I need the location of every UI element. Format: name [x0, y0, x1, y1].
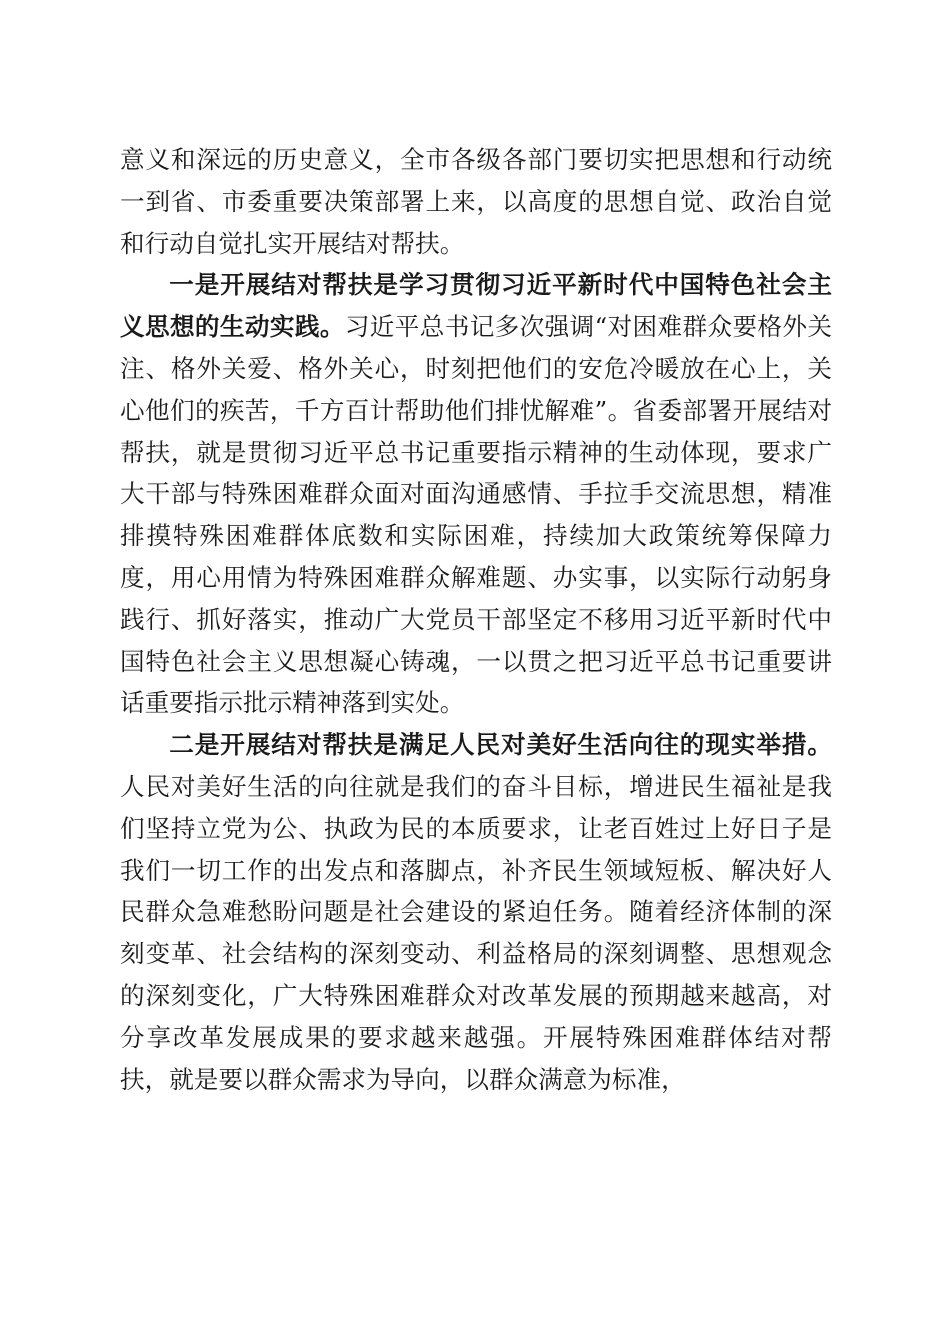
body-text	[120, 139, 832, 1100]
paragraph-continuation	[120, 139, 832, 264]
paragraph-3-lead: 二是开展结对帮扶是满足人民对美好生活向往的现实举措。	[169, 730, 832, 760]
paragraph-2-text: 习近平总书记多次强调“对困难群众要格外关注、格外关爱、格外关心，时刻把他们的安危冷暖放在心上，关心他们的疾苦，千方百计帮助他们排忧解难”。省委部署开展结对帮扶，就是贯彻习近平总书记重要指示精神的生动体现，要求广大干部与特殊困难群众面对面沟通感情、手拉手交流思想，精准排摸特殊困难群体底数和实际困难，持续加大政策统筹保障力度，用心用情为特殊困难群众解难题、办实事，以实际行动躬身践行、抓好落实，推动广大党员干部坚定不移用习近平新时代中国特色社会主义思想凝心铸魂，一以贯之把习近平总书记重要讲话重要指示批示精神落到实处。	[120, 312, 832, 718]
paragraph-point-one	[120, 264, 832, 724]
paragraph-point-two	[120, 724, 832, 1100]
paragraph-1-text: 意义和深远的历史意义，全市各级各部门要切实把思想和行动统一到省、市委重要决策部署上来，以高度的思想自觉、政治自觉和行动自觉扎实开展结对帮扶。	[120, 145, 832, 258]
paragraph-2-lead: 一是开展结对帮扶是学习贯彻习近平新时代中国特色社会主义思想的生动实践。	[120, 270, 832, 342]
paragraph-3-text: 人民对美好生活的向往就是我们的奋斗目标，增进民生福祉是我们坚持立党为公、执政为民的本质要求，让老百姓过上好日子是我们一切工作的出发点和落脚点，补齐民生领域短板、解决好人民群众急难愁盼问题是社会建设的紧迫任务。随着经济体制的深刻变革、社会结构的深刻变动、利益格局的深刻调整、思想观念的深刻变化，广大特殊困难群众对改革发展的预期越来越高，对分享改革发展成果的要求越来越强。开展特殊困难群体结对帮扶，就是要以群众需求为导向，以群众满意为标准，	[120, 771, 832, 1094]
